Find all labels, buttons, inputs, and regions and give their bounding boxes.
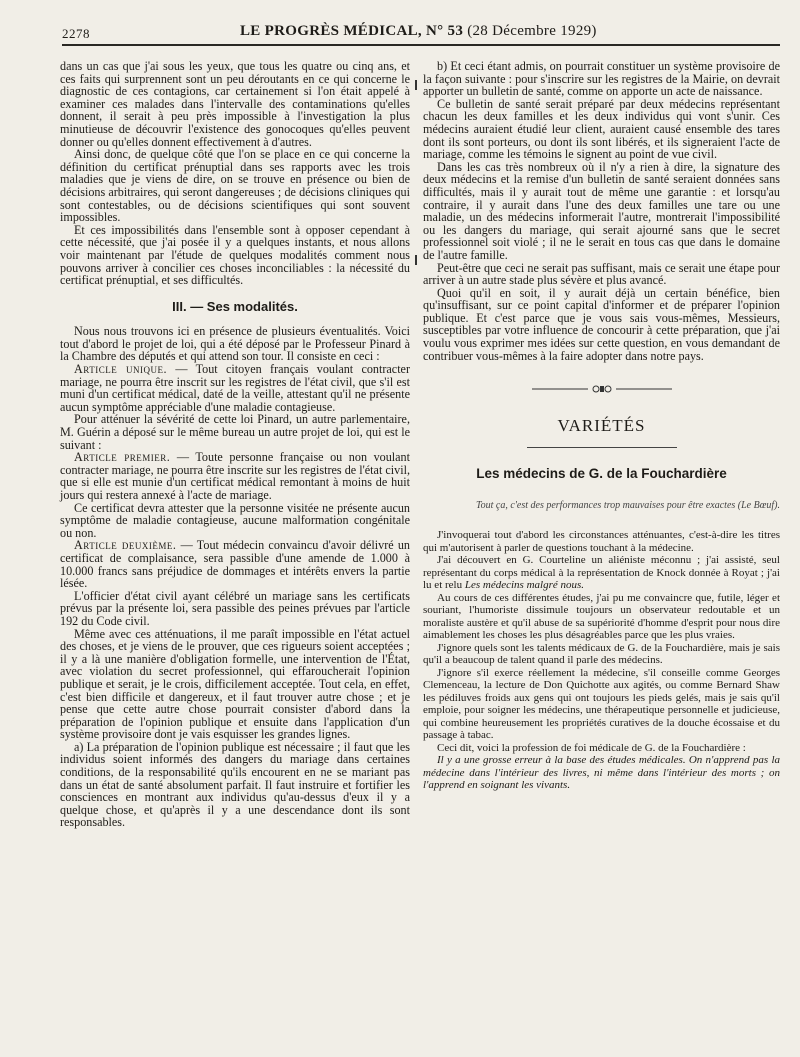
article-text: — Tout citoyen français voulant contracter mariage, ne pourra être inscrit sur les registres de l'état civil, que s'il est muni d'un certificat médical, daté de la veille, attestant qu'il ne présente aucun symptôme appréciable d'une maladie contagieuse. (60, 362, 410, 414)
paragraph: L'officier d'état civil ayant célébré un mariage sans les certificats prévus par la présente loi, sera passible des peines prévues par l'article 192 du Code civil. (60, 588, 410, 628)
paragraph: Pour atténuer la sévérité de cette loi Pinard, un autre parlementaire, M. Guérin a déposé sur le même bureau un autre projet de loi, qui est le suivant : (60, 412, 410, 452)
section-rule (527, 447, 677, 448)
paragraph: Ainsi donc, de quelque côté que l'on se place en ce qui concerne la définition du certificat prénuptial dans ses rapports avec les trois maladies que je viens de dire, on se trouve en présence ou bien de décisions arbitraires, qui seront dangereuses ; de décisions cliniques qui sont contestables, ou de décisions scientifiques qui sont souvent impossibles. (60, 147, 410, 225)
issue-number: N° 53 (426, 23, 464, 39)
paragraph: J'ignore s'il exerce réellement la médecine, s'il conseille comme Georges Clemenceau, la lecture de Don Quichotte aux agités, ou comme Bernard Shaw les pédiluves froids aux gens qui ont toujours les pieds gelés, mais je sais qu'il emploie, pour soigner les médecins, une thérapeutique personnelle et judicieuse, qui combine heureusement les propriétés curatives de la douche écossaise et du passage à tabac. (423, 666, 780, 742)
paragraph: a) La préparation de l'opinion publique est nécessaire ; il faut que les individus soient informés des dangers du mariage dans certaines conditions, de la responsabilité qu'ils encourent en ne se mariant pas dans un état de santé absolument parfait. Il faut instruire et fortifier les consciences en montrant aux individus qu'au-dessus d'eux il y a quelque chose, et qu'après il y a une descendance dont ils sont responsables. (60, 739, 410, 830)
paragraph: Quoi qu'il en soit, il y aurait déjà un certain bénéfice, bien qu'insuffisant, sur ce point capital d'informer et de préparer l'opinion publique. Et c'est parce que je vous sais vous-mêmes, Messieurs, susceptibles par votre influence de concourir à cette préparation, que j'ai voulu vous exprimer mes idées sur cette question, en vous demandant de contribuer vous-mêmes à la faire adopter dans notre pays. (423, 285, 780, 363)
paragraph: J'ignore quels sont les talents médicaux de G. de la Fouchardière, mais je sais qu'il a beaucoup de talent quand il parle des médecins. (423, 641, 780, 667)
header-rule (62, 44, 780, 46)
section-heading: VARIÉTÉS (557, 416, 646, 436)
paragraph: Dans les cas très nombreux où il n'y a rien à dire, la signature des deux médecins et la remise d'un bulletin de santé seraient données sans difficultés, mais il y aurait tout de même une garantie : et lorsqu'au contraire, il y aurait dans l'une des deux familles une tare ou une maladie, un des médecins informerait l'autre, montrerait l'impossibilité ou les dangers du mariage, qui serait ajourné sans que le secret professionnel soit violé ; il ne le serait en tous cas que dans le domaine de l'autre famille. (423, 159, 780, 262)
paragraph: Nous nous trouvons ici en présence de plusieurs éventualités. Voici tout d'abord le projet de loi, qui a été déposé par le Professeur Pinard à la Chambre des députés et qui attend son tour. Il consiste en ceci : (60, 324, 410, 364)
article-label: Article deuxième. (74, 538, 177, 553)
article-label: Article premier. (74, 450, 171, 465)
article-premier (60, 451, 410, 501)
article-text: — Toute personne française ou non voulant contracter mariage, ne pourra être inscrite sur les registres de l'état civil, que si elle est munie d'un certificat médical remontant à moins de huit jours qui restera annexé à l'acte de mariage. (60, 450, 410, 502)
right-column (423, 60, 780, 792)
paragraph: Au cours de ces différentes études, j'ai pu me convaincre que, futile, léger et souriant, l'humoriste dissimule toujours un observateur redoutable et un moraliste austère et qu'il abuse de sa supériorité d'homme d'esprit pour nous dire aimablement les choses les plus désagréables parce que les plus vraies. (423, 591, 780, 642)
quotation: Il y a une grosse erreur à la base des études médicales. On n'apprend pas la médecine dans l'intérieur des livres, ni même dans l'intérieur des morts ; on l'apprend en soignant les vivants. (423, 754, 780, 792)
article-text: — Tout médecin convaincu d'avoir délivré un certificat de complaisance, sera passible d'une amende de 1.000 à 10.000 francs sans préjudice de dommages et intérêts envers la partie lésée. (60, 538, 410, 591)
article-unique (60, 363, 410, 413)
paragraph: Ce bulletin de santé serait préparé par deux médecins représentant chacun les deux familles et les deux individus qui vont s'unir. Ces médecins auraient étudié leur client, auraient causé ensemble des tares dont ils sont porteurs, ou dont ils sont libérés, et ils signeraient l'acte de mariage, comme les témoins le signent au point de vue civil. (423, 96, 780, 162)
journal-title (240, 23, 597, 40)
paragraph: Ceci dit, voici la profession de foi médicale de G. de la Fouchardière : (437, 741, 746, 754)
paragraph: dans un cas que j'ai sous les yeux, que tous les quatre ou cinq ans, et ces faits qui surprennent sont un peu déroutants en ce qui concerne le diagnostic de ces contagions, car certainement si l'on était appelé à examiner ces malades dans l'intervalle des contaminations qu'elles donnent, il serait à peu près impossible à l'investigation la plus minutieuse de découvrir l'existence des gonocoques qu'elles peuvent donner ou qu'elles donnent effectivement à d'autres. (60, 59, 410, 149)
paragraph: Même avec ces atténuations, il me paraît impossible en l'état actuel des choses, et je viens de le prouver, que ces rigueurs soient acceptées ; il y a là une manière d'obligation formelle, une intervention de l'État, avec violation du secret professionnel, qui effaroucherait l'opinion publique et serait, je le crois, difficilement acceptée. Tout cela, en effet, c'est bien difficile et dangereux, et il faut trouver autre chose ; et je pense que cette autre chose pourrait consister d'abord dans la préparation de l'opinion publique et ensuite dans l'application d'un système provisoire dont je vais esquisser les grandes lignes. (60, 626, 410, 742)
journal-name: LE PROGRÈS MÉDICAL, (240, 23, 422, 39)
paragraph: Peut-être que ceci ne serait pas suffisant, mais ce serait une étape pour arriver à un autre stade plus sévère et plus avancé. (423, 260, 780, 288)
column-mark (415, 80, 417, 90)
issue-date: (28 Décembre 1929) (467, 23, 597, 39)
left-column (60, 60, 410, 829)
paragraph: Ce certificat devra attester que la personne visitée ne présente aucun symptôme de maladie contagieuse, aucune malformation congénitale ou non. (60, 500, 410, 540)
paragraph: b) Et ceci étant admis, on pourrait constituer un système provisoire de la façon suivante : pour s'inscrire sur les registres de la Mairie, on devrait apporter un bulletin de santé, comme on apporte un acte de naissance. (423, 59, 780, 99)
paragraph: Et ces impossibilités dans l'ensemble sont à opposer cependant à cette nécessité, que j'ai posée il y a quelques instants, et nous allons voir maintenant par l'étude de quelques modalités comment nous pouvons arriver à concilier ces choses inconciliables : la nécessité du certificat prénuptial, et ses difficultés. (60, 222, 410, 288)
page-header (40, 22, 780, 44)
paragraph-text: J'ai découvert en G. Courteline un aliéniste méconnu ; j'ai assisté, seul représentant du corps médical à la représentation de Knock donnée à Royat ; j'ai lu et relu (423, 554, 780, 592)
article-deuxieme (60, 539, 410, 589)
paragraph (423, 554, 780, 592)
article-label: Article unique. (74, 362, 168, 377)
page-number: 2278 (62, 26, 90, 41)
section-heading: III. — Ses modalités. (172, 298, 298, 314)
column-mark (415, 255, 417, 265)
book-title: Les médecins malgré nous. (464, 579, 585, 592)
epigraph: Tout ça, c'est des performances trop mauvaises pour être exactes (Le Bœuf). (475, 500, 780, 512)
ornament-divider (532, 384, 672, 394)
article-title: Les médecins de G. de la Fouchardière (476, 465, 727, 481)
paragraph: J'invoquerai tout d'abord les circonstances atténuantes, c'est-à-dire les titres qui m'autorisent à parler de questions touchant à la médecine. (423, 529, 780, 554)
